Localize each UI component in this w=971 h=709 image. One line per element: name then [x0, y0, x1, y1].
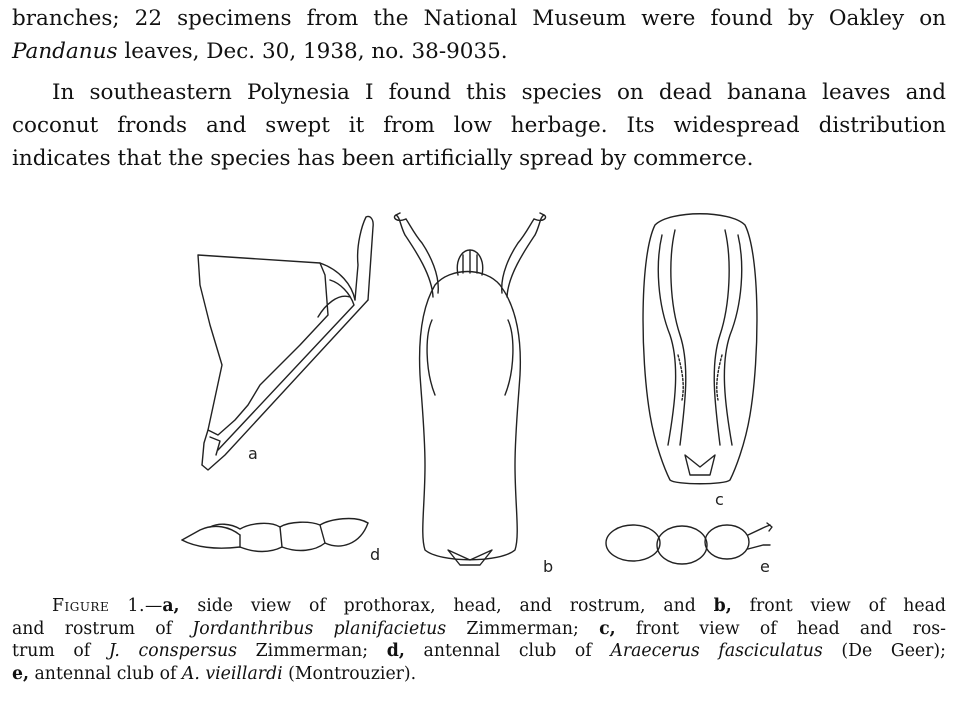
paragraph-2-line-2: coconut fronds and swept it from low herbage. Its widespread distribution	[12, 113, 946, 138]
caption-species-3: Araecerus fasciculatus	[610, 641, 823, 661]
paragraph-2-line-3: indicates that the species has been artificially spread by commerce.	[12, 146, 754, 171]
drawing-e-antennal-club	[606, 523, 772, 564]
label-e: e	[760, 557, 770, 576]
caption-species-2: J. conspersus	[108, 641, 238, 661]
caption-text-6: trum of	[12, 641, 109, 661]
caption-text-11: (Montrouzier).	[282, 663, 417, 684]
caption-text-4: Zimmerman;	[446, 618, 600, 639]
caption-letter-e: e,	[12, 663, 30, 684]
label-d: d	[370, 545, 381, 564]
paragraph-1	[12, 2, 946, 68]
figure-caption	[12, 595, 946, 685]
caption-text-1: side view of prothorax, head, and rostrum, and	[179, 596, 714, 616]
caption-text-8: antennal club of	[404, 641, 611, 661]
genus-pandanus: Pandanus	[12, 39, 118, 64]
paragraph-1-line-2-rest: leaves, Dec. 30, 1938, no. 38-9035.	[117, 39, 508, 64]
caption-text-5: front view of head and ros-	[615, 618, 946, 639]
caption-letter-d: d,	[386, 641, 405, 661]
caption-line-4	[12, 663, 946, 686]
label-a: a	[248, 444, 258, 463]
caption-line-1	[12, 595, 946, 618]
caption-line-2	[12, 618, 946, 641]
figure-1-drawing	[170, 205, 810, 590]
paragraph-1-line-1: branches; 22 specimens from the National Museum were found by Oakley on	[12, 6, 946, 31]
caption-line-3	[12, 640, 946, 663]
caption-letter-a: a,	[162, 596, 180, 616]
paragraph-1-line-2	[12, 35, 946, 68]
caption-species-1: Jordanthribus planifacietus	[192, 618, 447, 639]
drawing-c-front-view	[643, 214, 757, 484]
caption-letter-c: c,	[599, 618, 616, 639]
paragraph-2-line-1: In southeastern Polynesia I found this species on dead banana leaves and	[52, 80, 946, 105]
paragraph-2	[12, 76, 946, 175]
caption-figure-label: Figure 1.	[52, 596, 146, 616]
drawing-b-front-view	[394, 213, 545, 565]
caption-text-3: and rostrum of	[12, 618, 193, 639]
caption-text-10: antennal club of	[29, 663, 182, 684]
drawing-a-side-view	[198, 216, 373, 470]
label-b: b	[543, 557, 554, 576]
caption-species-4: A. vieillardi	[181, 663, 283, 684]
drawing-d-antennal-club	[182, 519, 368, 552]
caption-dash: —	[145, 596, 163, 616]
caption-text-7: Zimmerman;	[237, 641, 387, 661]
label-c: c	[715, 490, 724, 509]
caption-text-9: (De Geer);	[822, 641, 946, 661]
caption-text-2: front view of head	[731, 596, 946, 616]
caption-letter-b: b,	[713, 596, 732, 616]
